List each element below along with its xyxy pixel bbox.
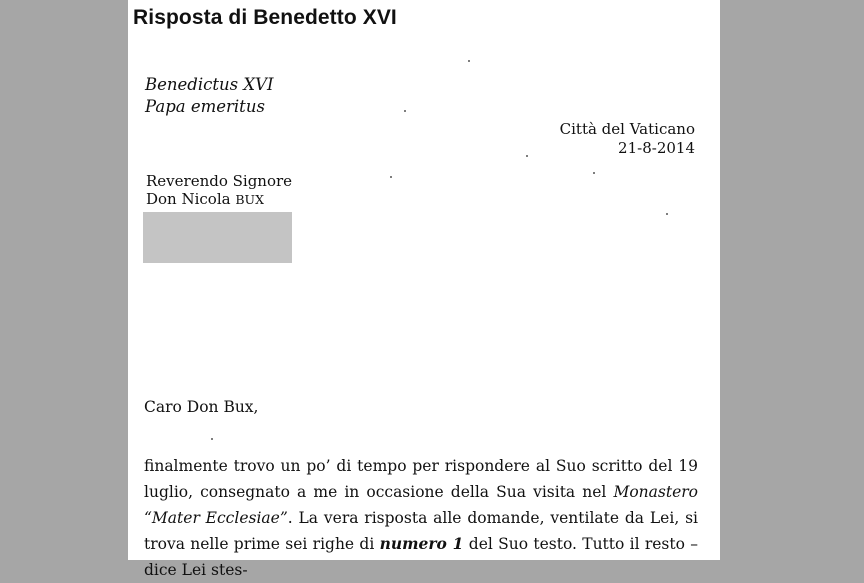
speck — [468, 60, 470, 62]
addressee-surname: BUX — [235, 192, 264, 207]
sender-name: Benedictus XVI — [145, 75, 274, 94]
letterhead — [145, 74, 274, 118]
addressee-line-2 — [146, 190, 292, 209]
sender-title: Papa emeritus — [145, 97, 265, 116]
body-text-1: finalmente trovo un po’ di tempo per rispondere al Suo scritto del 19 luglio, consegnato a me in occasione della Sua visita nel — [144, 457, 698, 501]
redaction-box — [143, 212, 292, 263]
speck — [404, 110, 406, 112]
page-headline: Risposta di Benedetto XVI — [133, 6, 397, 29]
letter-page — [128, 0, 720, 579]
addressee-line-1: Reverendo Signore — [146, 172, 293, 190]
speck — [390, 176, 392, 178]
addressee-name: Don Nicola — [146, 190, 236, 208]
speck — [593, 172, 595, 174]
letter-body — [144, 453, 698, 583]
speck — [211, 438, 213, 440]
place-date — [560, 120, 695, 158]
letter-place: Città del Vaticano — [559, 120, 695, 138]
speck — [666, 213, 668, 215]
salutation: Caro Don Bux, — [144, 398, 259, 416]
body-text-3: del Suo testo. Tutto il resto – dice Lei stes- — [144, 535, 699, 579]
speck — [526, 155, 528, 157]
body-text-2: . La vera risposta alle domande, ventilate da Lei, si trova nelle prime sei righe di — [144, 509, 698, 553]
body-bold-number: numero 1 — [379, 534, 464, 553]
body-italic-monastery: Monastero “Mater Ecclesiae” — [144, 483, 698, 527]
letter-date: 21-8-2014 — [618, 139, 695, 157]
